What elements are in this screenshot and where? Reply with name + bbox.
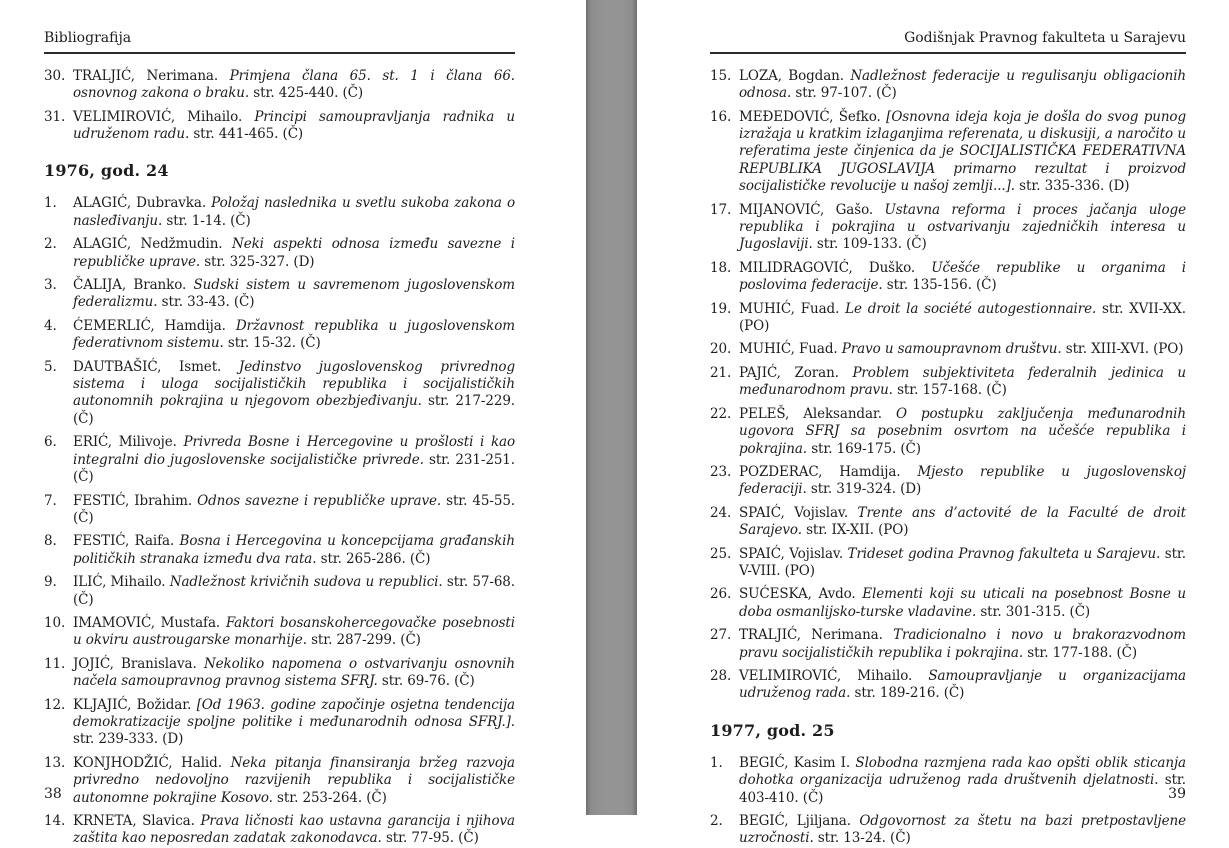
entry-title: Državnost republika u jugoslovenskom federativnom sistemu. [73,317,515,352]
entry-number: 17. [710,201,732,218]
bibliography-entry [710,68,1186,103]
bibliography-entry [710,341,1186,358]
page-number-right: 39 [1168,786,1186,802]
entry-author: PAJIĆ, Zoran. [739,364,839,381]
entry-pages: str. 253-264. (Č) [277,789,387,806]
page-left [0,0,586,847]
entry-pages: str. XIII-XVI. (PO) [1065,341,1184,358]
entry-pages: str. 33-43. (Č) [161,294,255,311]
entry-title: Neka pitanja finansiranja bržeg razvoja privredno nedovoljno razvijenih republika i socijalističke autonomne pokrajine Kosovo. [73,754,515,806]
entry-author: SPAIĆ, Vojislav. [739,545,844,562]
entry-author: SUĆESKA, Avdo. [739,586,856,603]
entry-author: ALAGIĆ, Dubravka. [73,195,207,212]
entry-title: Bosna i Hercegovina u koncepcijama građanskih političkih stranaka između dva rata. [73,533,515,567]
entry-title: Primjena člana 65. st. 1 i člana 66. osnovnog zakona o braku. [73,67,515,102]
entry-pages: str. 287-299. (Č) [311,632,421,649]
page-right-content [710,68,1186,848]
entry-title: Odnos savezne i republičke uprave. [197,492,442,509]
entry-number: 1. [44,195,57,212]
running-header-right-text: Godišnjak Pravnog fakulteta u Sarajevu [904,30,1186,46]
entry-number: 15. [710,67,732,84]
entry-pages: str. 217-229. (Č) [73,393,515,427]
entry-pages: str. 77-95. (Č) [385,830,479,847]
entry-title: Elementi koji su uticali na posebnost Bosne u doba osmanlijsko-turske vladavine. [739,586,1186,620]
entry-pages: str. 177-188. (Č) [1027,644,1138,661]
entry-pages: str. 15-32. (Č) [227,335,321,352]
entry-title: Pravo u samoupravnom društvu. [841,341,1062,358]
entry-title: Prava ličnosti kao ustavna garancija i njihova zaštita kao neposredan zadatak zakonodavca. [73,813,515,847]
entry-number: 28. [710,667,732,684]
bibliography-entry [710,586,1186,621]
entry-author: MEĐEDOVIĆ, Šefko. [739,108,881,125]
bibliography-entry [44,813,515,848]
running-header-left [44,30,515,54]
entry-author: POZDERAC, Hamdija. [739,463,901,480]
bibliography-entry [710,109,1186,196]
bibliography-entry [710,202,1186,254]
entry-pages: str. 45-55. (Č) [73,492,515,526]
bibliography-entry [44,533,515,568]
entry-number: 10. [44,614,66,631]
entry-number: 24. [710,504,732,521]
entry-title: [Od 1963. godine započinje osjetna tendencija demokratizacije spoljne politike i međunarodnih odnosa SFRJ.]. [73,696,515,730]
page-left-content [44,68,515,848]
entry-number: 26. [710,586,732,603]
entry-author: MILIDRAGOVIĆ, Duško. [739,259,916,276]
bibliography-entry [44,318,515,353]
entry-number: 18. [710,259,732,276]
entry-author: PELEŠ, Aleksandar. [739,405,882,422]
entry-pages: str. 239-333. (D) [73,731,184,748]
entry-title: Neki aspekti odnosa između savezne i republičke uprave. [73,236,515,270]
section-heading: 1976, god. 24 [44,161,169,181]
entry-pages: str. 231-251. (Č) [73,451,515,486]
bibliography-entry [710,813,1186,848]
entry-title: Nekoliko napomena o ostvarivanju osnovnih načela samoupravnog pravnog sistema SFRJ. [73,655,515,690]
entry-number: 31. [44,108,66,125]
entry-title: Nadležnost krivičnih sudova u republici. [169,574,443,591]
entry-number: 12. [44,696,66,713]
entry-pages: str. 109-133. (Č) [816,236,927,253]
entry-author: LOZA, Bogdan. [739,67,844,84]
entry-title: Jedinstvo jugoslovenskog privrednog sistema i uloga socijalističkih republika i socijalističkih autonomnih pokrajina u njegovom obezbjeđivanju. [73,358,515,410]
running-header-left-text: Bibliografija [44,30,132,46]
section-heading: 1977, god. 25 [710,720,835,740]
entry-number: 1. [710,754,723,771]
entry-pages: str. 319-324. (D) [810,481,922,498]
entry-number: 7. [44,492,57,509]
entry-title: Mjesto republike u jugoslovenskoj federaciji. [739,463,1186,498]
entry-title: Samoupravljanje u organizacijama udruženog rada. [739,667,1186,702]
entry-number: 23. [710,463,732,480]
entry-pages: str. 265-286. (Č) [320,550,431,567]
running-header-right [710,30,1186,54]
entry-author: FESTIĆ, Ibrahim. [73,492,193,509]
entry-pages: str. 1-14. (Č) [166,212,251,229]
bibliography-entry [710,260,1186,295]
bibliography-entry [44,574,515,609]
entry-number: 19. [710,300,732,317]
entry-pages: str. 169-175. (Č) [811,440,921,457]
entry-number: 2. [710,813,723,830]
entry-author: KONJHODŽIĆ, Halid. [73,754,222,771]
bibliography-entry [710,755,1186,807]
entry-pages: str. IX-XII. (PO) [806,522,909,539]
entry-number: 30. [44,67,66,84]
entry-number: 14. [44,813,66,830]
entry-title: Nadležnost federacije u regulisanju obligacionih odnosa. [739,67,1186,102]
entry-title: Ustavna reforma i proces jačanja uloge republika i pokrajina u ostvarivanju zajedničkih interesa u Jugoslaviji. [739,201,1186,253]
entry-pages: str. 335-336. (D) [1019,178,1130,195]
entry-author: VELIMIROVIĆ, Mihailo. [739,667,913,684]
bibliography-entry [710,464,1186,499]
entry-title: Sudski sistem u savremenom jugoslovenskom federalizmu. [73,277,515,311]
entry-author: KLJAJIĆ, Božidar. [73,696,192,713]
bibliography-entry [710,406,1186,458]
entry-pages: str. 403-410. (Č) [739,772,1186,806]
entry-number: 3. [44,277,57,294]
page-number-left: 38 [44,786,62,802]
bibliography-entry [44,236,515,271]
bibliography-entry [710,505,1186,540]
entry-title: Tradicionalno i novo u brakorazvodnom pravu socijalističkih republika i pokrajina. [739,627,1186,661]
entry-author: ĆEMERLIĆ, Hamdija. [73,317,226,334]
entry-author: ČALIJA, Branko. [73,277,187,294]
entry-title: Položaj naslednika u svetlu sukoba zakona o nasleđivanju. [73,195,515,229]
entry-number: 2. [44,236,57,253]
entry-number: 27. [710,627,732,644]
entry-pages: str. 425-440. (Č) [253,85,364,102]
center-gutter [586,0,637,815]
entry-pages: str. 13-24. (Č) [817,830,911,847]
entry-title: Principi samoupravljanja radnika u udruženom radu. [73,108,516,143]
entry-pages: str. 157-168. (Č) [897,382,1007,399]
entry-author: MUHIĆ, Fuad. [739,341,838,358]
entry-pages: str. 97-107. (Č) [795,85,897,102]
entry-pages: str. 301-315. (Č) [980,603,1091,620]
entry-author: ILIĆ, Mihailo. [73,574,166,591]
entry-author: TRALJIĆ, Nerimana. [73,67,219,84]
entry-title: Odgovornost za štetu na bazi pretpostavljene uzročnosti. [739,813,1187,847]
entry-author: JOJIĆ, Branislava. [73,655,197,672]
bibliography-entry [44,195,515,230]
entry-number: 13. [44,754,66,771]
entry-author: SPAIĆ, Vojislav. [739,504,849,521]
bibliography-entry [710,301,1186,336]
bibliography-entry [710,546,1186,581]
entry-author: ERIĆ, Milivoje. [73,434,177,451]
bibliography-entry [44,755,515,807]
entry-author: BEGIĆ, Kasim I. [739,754,851,771]
entry-title: Problem subjektiviteta federalnih jedinica u međunarodnom pravu. [739,364,1186,399]
entry-number: 21. [710,364,732,381]
entry-author: BEGIĆ, Ljiljana. [739,813,851,830]
bibliography-entry [710,365,1186,400]
entry-title: Slobodna razmjena rada kao opšti oblik sticanja dohotka organizacija udruženog rada društvenih djelatnosti. [739,754,1187,789]
bibliography-entry [44,697,515,749]
entry-author: MIJANOVIĆ, Gašo. [739,201,874,218]
entry-author: KRNETA, Slavica. [73,813,195,830]
entry-number: 4. [44,317,57,334]
entry-number: 16. [710,108,732,125]
entry-title: Privreda Bosne i Hercegovine u prošlosti i kao integralni dio jugoslovenske socijalističke privrede. [73,434,515,468]
entry-title: Le droit la société autogestionnaire. [845,300,1097,317]
entry-pages: str. 57-68. (Č) [73,574,515,608]
bibliography-entry [44,277,515,312]
entry-author: DAUTBAŠIĆ, Ismet. [73,358,222,375]
bibliography-entry [44,359,515,429]
entry-pages: str. 325-327. (D) [204,253,315,270]
entry-number: 6. [44,434,57,451]
entry-title: Faktori bosanskohercegovačke posebnosti u okviru austrougarske monarhije. [73,614,515,649]
entry-title: Trideset godina Pravnog fakulteta u Sarajevu. [847,545,1161,562]
entry-title: Trente ans d’actovité de la Faculté de droit Sarajevo. [739,504,1186,539]
entry-pages: str. 135-156. (Č) [886,277,997,294]
bibliography-entry [44,493,515,528]
entry-author: TRALJIĆ, Nerimana. [739,627,883,644]
entry-number: 5. [44,358,57,375]
entry-number: 25. [710,545,732,562]
entry-author: ALAGIĆ, Nedžmudin. [73,236,223,253]
entry-author: FESTIĆ, Raifa. [73,533,175,550]
bibliography-entry [44,656,515,691]
bibliography-entry [44,68,515,103]
entry-pages: str. 69-76. (Č) [381,673,475,690]
entry-title: [Osnovna ideja koja je došla do svog punog izražaja u kratkim izlaganjima referenata, u diskusiji, a naročito u referatima jeste činjenica da je SOCIJALISTIČKA FEDERATIVNA REPUBLIKA JUGOSLAVIJA primarno rezultat i proizvod socijalističke revolucije u našoj zemlji...]. [739,108,1186,195]
page-right [637,0,1229,847]
entry-number: 9. [44,574,57,591]
entry-pages: str. XVII-XX. (PO) [739,300,1186,335]
entry-author: IMAMOVIĆ, Mustafa. [73,614,221,631]
entry-pages: str. 189-216. (Č) [854,685,965,702]
entry-title: Učešće republike u organima i poslovima federacije. [739,259,1186,294]
entry-pages: str. V-VIII. (PO) [739,545,1186,579]
bibliography-entry [44,615,515,650]
entry-author: MUHIĆ, Fuad. [739,300,840,317]
entry-number: 11. [44,655,66,672]
bibliography-entry [44,109,515,144]
entry-title: O postupku zaključenja međunarodnih ugovora SFRJ sa posebnim osvrtom na učešće republika i pokrajina. [739,405,1186,457]
entry-number: 22. [710,405,732,422]
entry-number: 8. [44,533,57,550]
entry-pages: str. 441-465. (Č) [193,126,304,143]
entry-number: 20. [710,341,732,358]
bibliography-entry [710,668,1186,703]
bibliography-entry [710,627,1186,662]
entry-author: VELIMIROVIĆ, Mihailo. [73,108,243,125]
bibliography-entry [44,434,515,486]
